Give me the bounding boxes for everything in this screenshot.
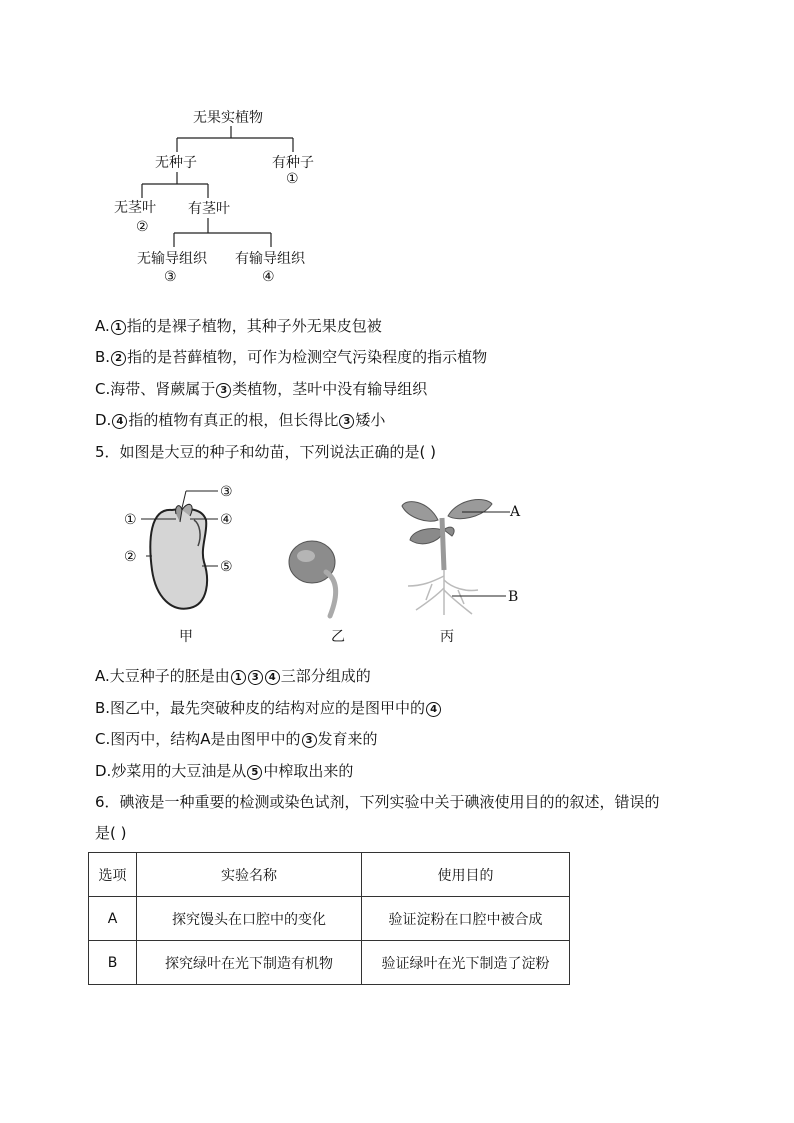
q5-stem: 5．如图是大豆的种子和幼苗，下列说法正确的是( ) <box>95 443 437 461</box>
number-circle: 3 <box>216 383 231 398</box>
table-cell: A <box>89 897 137 941</box>
tree-no-seed: 无种子 <box>155 155 197 171</box>
q6-stem-line-1: 6．碘液是一种重要的检测或染色试剂，下列实验中关于碘液使用目的的叙述，错误的 <box>95 793 660 811</box>
table-header-row <box>89 853 570 897</box>
q5-option-c: C.图丙中，结构A是由图甲中的 3 发育来的 <box>95 730 378 748</box>
number-circle: 5 <box>247 765 262 780</box>
seedling-label-b: B <box>508 589 519 605</box>
seed-label-1: ① <box>124 512 137 528</box>
seed-label-5: ⑤ <box>220 559 233 575</box>
tree-no-tissue: 无输导组织 <box>137 251 207 267</box>
table-header-cell: 使用目的 <box>362 853 570 897</box>
q5-option-d: D.炒菜用的大豆油是从 5 中榨取出来的 <box>95 762 354 780</box>
number-circle: 3 <box>302 733 317 748</box>
tree-root: 无果实植物 <box>193 110 263 126</box>
tree-no-stem-leaf-number: ② <box>136 219 149 235</box>
q4-option-d: D. 4 指的植物有真正的根，但长得比 3 矮小 <box>95 411 386 429</box>
caption-bing: 丙 <box>440 629 454 645</box>
number-circle: 3 <box>339 414 354 429</box>
q4-option-a: A. 1 指的是裸子植物，其种子外无果皮包被 <box>95 317 382 335</box>
classification-tree-lines <box>0 0 794 300</box>
germinating-seed-illustration <box>286 536 356 626</box>
table-row <box>89 941 570 985</box>
table-cell: 探究馒头在口腔中的变化 <box>137 897 362 941</box>
caption-yi: 乙 <box>331 629 345 645</box>
tree-has-seed-number: ① <box>286 171 299 187</box>
tree-has-seed: 有种子 <box>272 155 314 171</box>
number-circle: 1 <box>231 670 246 685</box>
q6-table <box>88 852 570 985</box>
tree-has-tissue: 有输导组织 <box>235 251 305 267</box>
caption-jia: 甲 <box>179 629 193 645</box>
q5-option-a: A.大豆种子的胚是由 1 3 4 三部分组成的 <box>95 667 371 685</box>
table-cell: 验证绿叶在光下制造了淀粉 <box>362 941 570 985</box>
table-header-cell: 实验名称 <box>137 853 362 897</box>
tree-has-stem-leaf: 有茎叶 <box>188 201 230 217</box>
tree-no-stem-leaf: 无茎叶 <box>114 200 156 216</box>
tree-no-tissue-number: ③ <box>164 269 177 285</box>
number-circle: 2 <box>111 351 126 366</box>
q6-stem-line-2: 是( ) <box>95 824 127 842</box>
seed-label-2: ② <box>124 549 137 565</box>
number-circle: 1 <box>111 320 126 335</box>
q4-option-b: B. 2 指的是苔藓植物，可作为检测空气污染程度的指示植物 <box>95 348 488 366</box>
number-circle: 4 <box>112 414 127 429</box>
number-circle: 4 <box>265 670 280 685</box>
seedling-label-a: A <box>510 504 521 520</box>
table-row <box>89 897 570 941</box>
seed-label-3: ③ <box>220 484 233 500</box>
tree-has-tissue-number: ④ <box>262 269 275 285</box>
table-cell: 探究绿叶在光下制造有机物 <box>137 941 362 985</box>
number-circle: 4 <box>426 702 441 717</box>
seed-label-4: ④ <box>220 512 233 528</box>
table-cell: 验证淀粉在口腔中被合成 <box>362 897 570 941</box>
table-header-cell: 选项 <box>89 853 137 897</box>
q5-option-b: B.图乙中，最先突破种皮的结构对应的是图甲中的 4 <box>95 698 442 718</box>
number-circle: 3 <box>248 670 263 685</box>
table-cell: B <box>89 941 137 985</box>
seedling-illustration <box>392 490 522 630</box>
q4-option-c: C.海带、肾蕨属于 3 类植物，茎叶中没有输导组织 <box>95 380 428 398</box>
